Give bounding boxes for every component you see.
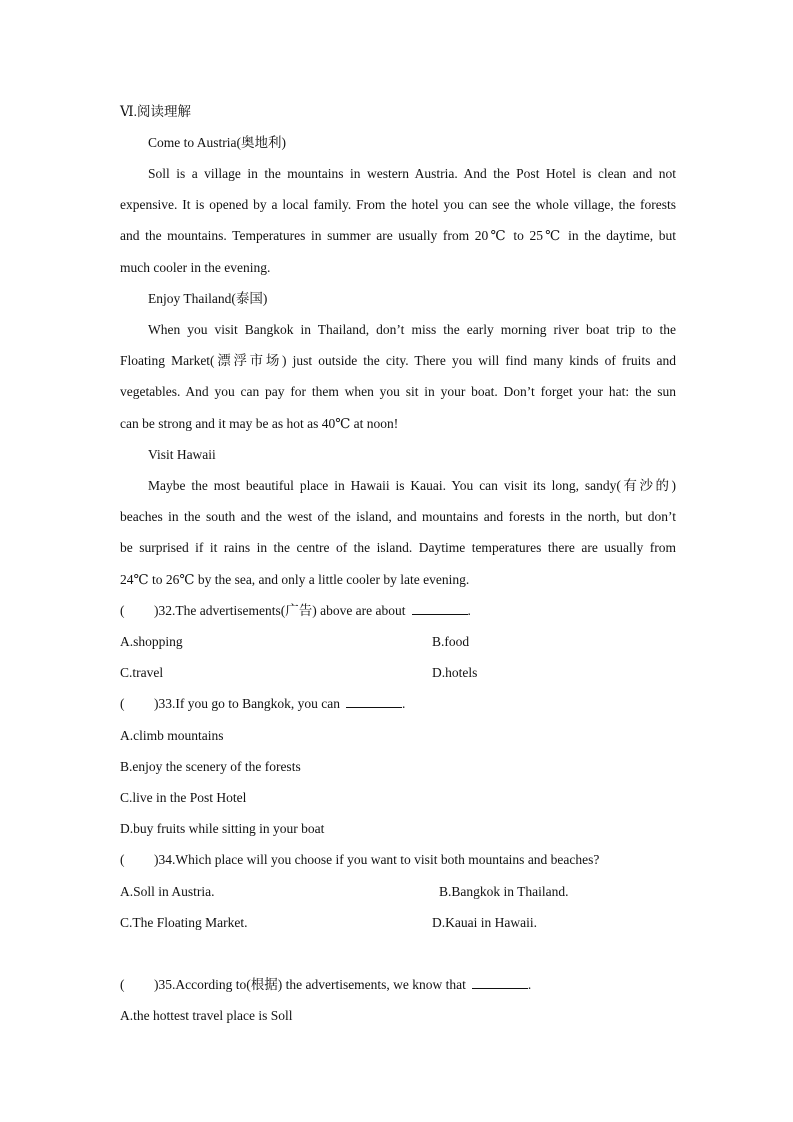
passage-line: Soll is a village in the mountains in western Austria. And the Post Hotel is clean and not xyxy=(148,166,676,181)
passage-line: When you visit Bangkok in Thailand, don’t miss the early morning river boat trip to the xyxy=(148,322,676,337)
option-d[interactable]: D.buy fruits while sitting in your boat xyxy=(120,821,325,836)
passage-line: can be strong and it may be as hot as 40℃ at noon! xyxy=(120,416,399,431)
answer-paren[interactable]: ( xyxy=(120,977,125,992)
option-c[interactable]: C.live in the Post Hotel xyxy=(120,790,247,805)
option-a[interactable]: A.climb mountains xyxy=(120,728,224,743)
passage-title-hawaii: Visit Hawaii xyxy=(148,447,216,462)
question-stem: )32.The advertisements(广告) above are about xyxy=(154,603,406,618)
option-d[interactable]: D.hotels xyxy=(432,665,478,680)
question-32 xyxy=(120,602,471,620)
passage-line: 24℃ to 26℃ by the sea, and only a little cooler by late evening. xyxy=(120,572,470,587)
question-end: . xyxy=(527,977,532,992)
passage-line: vegetables. And you can pay for them when you sit in your boat. Don’t forget your hat: the sun xyxy=(120,384,676,399)
answer-paren[interactable]: ( xyxy=(120,603,125,618)
option-d[interactable]: D.Kauai in Hawaii. xyxy=(432,915,537,930)
passage-line: and the mountains. Temperatures in summer are usually from 20℃ to 25℃ in the daytime, but xyxy=(120,228,676,243)
question-34 xyxy=(120,851,599,869)
answer-blank xyxy=(472,976,528,989)
question-33 xyxy=(120,695,405,713)
question-end: . xyxy=(401,696,406,711)
option-a[interactable]: A.shopping xyxy=(120,634,183,649)
passage-line: be surprised if it rains in the centre of the island. Daytime temperatures there are usually from xyxy=(120,540,676,555)
option-b[interactable]: B.Bangkok in Thailand. xyxy=(439,884,569,899)
question-stem: )33.If you go to Bangkok, you can xyxy=(154,696,340,711)
answer-paren[interactable]: ( xyxy=(120,852,125,867)
passage-line: beaches in the south and the west of the island, and mountains and forests in the north, but don’t xyxy=(120,509,676,524)
passage-line: much cooler in the evening. xyxy=(120,260,271,275)
answer-blank xyxy=(346,695,402,708)
option-b[interactable]: B.food xyxy=(432,634,470,649)
question-35 xyxy=(120,976,531,994)
question-stem: )34.Which place will you choose if you want to visit both mountains and beaches? xyxy=(154,852,600,867)
passage-line: Floating Market(漂浮市场) just outside the city. There you will find many kinds of fruits and xyxy=(120,353,676,368)
option-a[interactable]: A.the hottest travel place is Soll xyxy=(120,1008,293,1023)
question-stem: )35.According to(根据) the advertisements, we know that xyxy=(154,977,466,992)
passage-line: Maybe the most beautiful place in Hawaii is Kauai. You can visit its long, sandy(有沙的) xyxy=(148,478,676,493)
answer-blank xyxy=(412,602,468,615)
option-c[interactable]: C.The Floating Market. xyxy=(120,915,248,930)
question-end: . xyxy=(467,603,471,618)
passage-line: expensive. It is opened by a local family. From the hotel you can see the whole village, the forests xyxy=(120,197,676,212)
option-a[interactable]: A.Soll in Austria. xyxy=(120,884,215,899)
passage-title-austria: Come to Austria(奥地利) xyxy=(148,135,286,150)
section-title: Ⅵ.阅读理解 xyxy=(120,104,191,119)
option-b[interactable]: B.enjoy the scenery of the forests xyxy=(120,759,301,774)
option-c[interactable]: C.travel xyxy=(120,665,164,680)
passage-title-thailand: Enjoy Thailand(泰国) xyxy=(148,291,268,306)
answer-paren[interactable]: ( xyxy=(120,696,125,711)
